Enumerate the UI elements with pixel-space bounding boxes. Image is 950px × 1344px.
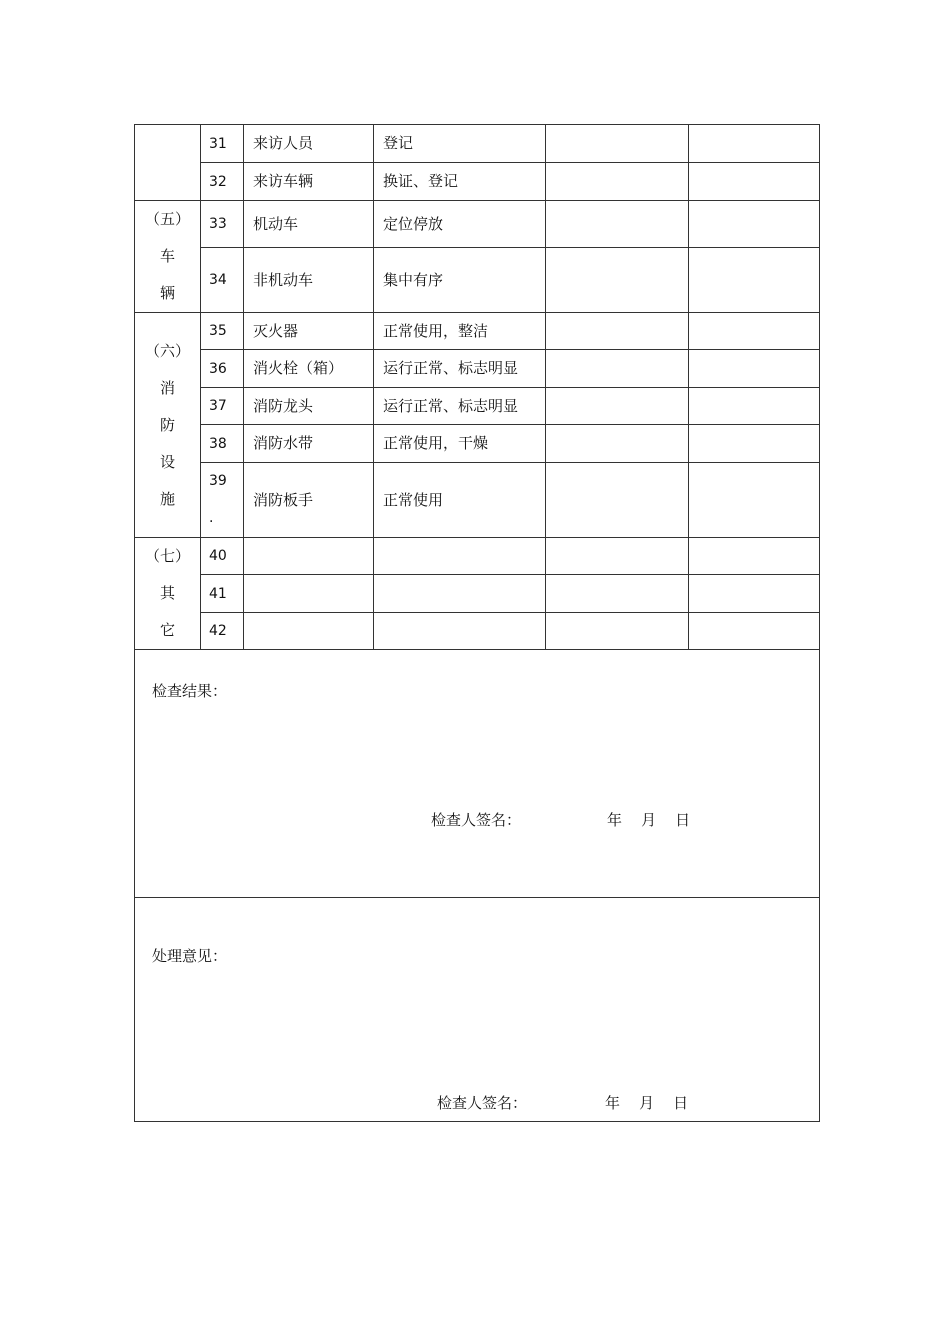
row-status-cell[interactable] — [546, 313, 689, 350]
category-label: 辆 — [159, 284, 175, 302]
table-row — [135, 575, 820, 613]
row-status-cell[interactable] — [546, 613, 689, 650]
category-label: 车 — [159, 247, 175, 265]
row-status-cell[interactable] — [546, 248, 689, 313]
row-remark-cell[interactable] — [689, 425, 820, 463]
row-status-cell[interactable] — [546, 538, 689, 575]
category-label: （六） — [144, 341, 190, 360]
row-number: 33 — [201, 201, 244, 248]
row-item: 消火栓（箱） — [244, 350, 374, 388]
table-row — [135, 613, 820, 650]
processing-date-label: 年 月 日 — [605, 1094, 689, 1112]
result-cell[interactable] — [135, 650, 820, 898]
category-label: （七） — [144, 547, 190, 565]
category-label: 它 — [159, 621, 175, 639]
row-number: 38 — [201, 425, 244, 463]
row-number: 34 — [201, 248, 244, 313]
table-row — [135, 125, 820, 163]
row-status-cell[interactable] — [546, 388, 689, 425]
row-item[interactable] — [244, 538, 374, 575]
row-item: 非机动车 — [244, 248, 374, 313]
row-standard[interactable] — [374, 575, 546, 613]
category-label: （五） — [144, 210, 190, 228]
row-remark-cell[interactable] — [689, 538, 820, 575]
row-standard: 运行正常、标志明显 — [374, 388, 546, 425]
row-status-cell[interactable] — [546, 350, 689, 388]
row-number: 41 — [201, 575, 244, 613]
row-number: 40 — [201, 538, 244, 575]
table-row — [135, 388, 820, 425]
row-number: 35 — [201, 313, 244, 350]
row-remark-cell[interactable] — [689, 350, 820, 388]
table-row — [135, 248, 820, 313]
row-status-cell[interactable] — [546, 125, 689, 163]
row-status-cell[interactable] — [546, 201, 689, 248]
table-row — [135, 350, 820, 388]
row-item: 来访人员 — [244, 125, 374, 163]
table-row — [135, 463, 820, 538]
inspection-table — [134, 124, 820, 1122]
row-item: 来访车辆 — [244, 163, 374, 201]
row-remark-cell[interactable] — [689, 248, 820, 313]
table-row — [135, 313, 820, 350]
processing-label: 处理意见： — [152, 947, 228, 965]
row-number-suffix: . — [209, 510, 214, 526]
row-number-value: 39 — [209, 473, 227, 489]
row-standard: 集中有序 — [374, 248, 546, 313]
row-remark-cell[interactable] — [689, 125, 820, 163]
table-row — [135, 163, 820, 201]
row-remark-cell[interactable] — [689, 575, 820, 613]
row-number: 31 — [201, 125, 244, 163]
category-others — [135, 538, 201, 650]
row-number: 36 — [201, 350, 244, 388]
result-date-label: 年 月 日 — [607, 811, 691, 829]
row-remark-cell[interactable] — [689, 463, 820, 538]
category-label: 施 — [159, 489, 175, 508]
row-standard: 运行正常、标志明显 — [374, 350, 546, 388]
result-label: 检查结果： — [152, 682, 228, 700]
result-section — [135, 650, 820, 898]
category-vehicles — [135, 201, 201, 313]
row-standard[interactable] — [374, 538, 546, 575]
row-remark-cell[interactable] — [689, 613, 820, 650]
row-number: 37 — [201, 388, 244, 425]
row-item: 消防龙头 — [244, 388, 374, 425]
processing-signature-label: 检查人签名： — [437, 1094, 528, 1112]
category-label: 防 — [159, 415, 175, 434]
row-status-cell[interactable] — [546, 425, 689, 463]
row-number: 42 — [201, 613, 244, 650]
row-item: 消防板手 — [244, 463, 374, 538]
category-label: 消 — [159, 378, 175, 397]
row-standard: 换证、登记 — [374, 163, 546, 201]
row-item[interactable] — [244, 575, 374, 613]
table-row — [135, 425, 820, 463]
row-standard: 正常使用，整洁 — [374, 313, 546, 350]
row-remark-cell[interactable] — [689, 201, 820, 248]
row-number — [201, 463, 244, 538]
row-item[interactable] — [244, 613, 374, 650]
category-label: 设 — [159, 452, 175, 471]
category-label: 其 — [159, 584, 175, 602]
row-remark-cell[interactable] — [689, 313, 820, 350]
row-item: 消防水带 — [244, 425, 374, 463]
row-status-cell[interactable] — [546, 575, 689, 613]
row-standard[interactable] — [374, 613, 546, 650]
row-item: 灭火器 — [244, 313, 374, 350]
result-signature-label: 检查人签名： — [431, 811, 522, 829]
table-row — [135, 201, 820, 248]
processing-cell[interactable] — [135, 898, 820, 1122]
row-item: 机动车 — [244, 201, 374, 248]
row-status-cell[interactable] — [546, 163, 689, 201]
category-fire-facilities — [135, 313, 201, 538]
row-standard: 登记 — [374, 125, 546, 163]
table-row — [135, 538, 820, 575]
row-number: 32 — [201, 163, 244, 201]
category-cell-empty — [135, 125, 201, 201]
row-status-cell[interactable] — [546, 463, 689, 538]
row-remark-cell[interactable] — [689, 388, 820, 425]
row-standard: 定位停放 — [374, 201, 546, 248]
processing-section — [135, 898, 820, 1122]
row-standard: 正常使用 — [374, 463, 546, 538]
row-standard: 正常使用，干燥 — [374, 425, 546, 463]
row-remark-cell[interactable] — [689, 163, 820, 201]
